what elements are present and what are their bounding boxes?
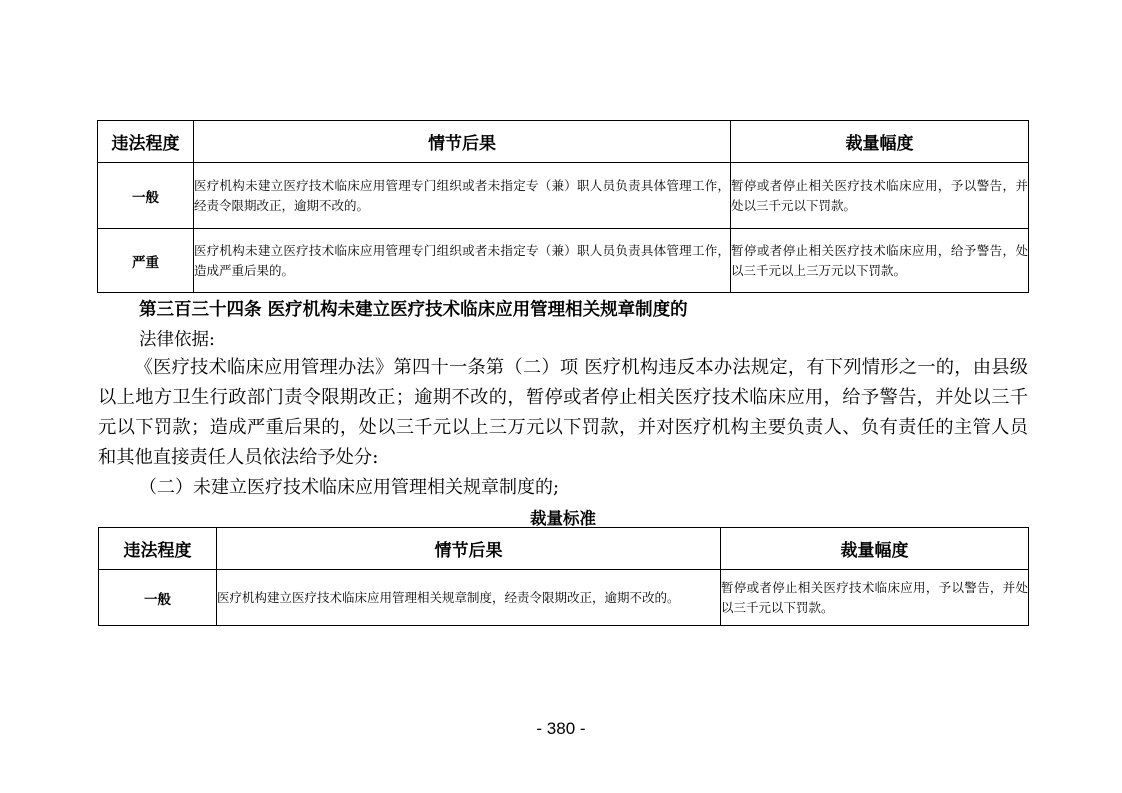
penalty-text: 暂停或者停止相关医疗技术临床应用，给予警告，处以三千元以上三万元以下罚款。 (731, 229, 1029, 293)
header-violation-degree: 违法程度 (99, 528, 217, 570)
discretion-standard-table (98, 527, 1029, 626)
penalty-text: 暂停或者停止相关医疗技术临床应用，予以警告，并处以三千元以下罚款。 (721, 570, 1029, 626)
circumstance-text: 医疗机构建立医疗技术临床应用管理相关规章制度，经责令限期改正，逾期不改的。 (217, 570, 721, 626)
header-violation-degree: 违法程度 (98, 121, 194, 163)
violation-degree: 一般 (99, 570, 217, 626)
header-circumstance: 情节后果 (217, 528, 721, 570)
discretion-table-continued (97, 120, 1029, 293)
violation-degree: 一般 (98, 163, 194, 229)
table-header-row (99, 528, 1029, 570)
header-penalty-range: 裁量幅度 (731, 121, 1029, 163)
page-number: - 380 - (536, 719, 586, 738)
header-penalty-range: 裁量幅度 (721, 528, 1029, 570)
article-title: 第三百三十四条 医疗机构未建立医疗技术临床应用管理相关规章制度的 (139, 300, 688, 320)
table-caption: 裁量标准 (530, 509, 596, 528)
legal-basis-label: 法律依据: (139, 330, 215, 350)
penalty-text: 暂停或者停止相关医疗技术临床应用，予以警告，并处以三千元以下罚款。 (731, 163, 1029, 229)
violation-degree: 严重 (98, 229, 194, 293)
circumstance-text: 医疗机构未建立医疗技术临床应用管理专门组织或者未指定专（兼）职人员负责具体管理工作，造成严重后果的。 (194, 229, 731, 293)
table-header-row (98, 121, 1029, 163)
legal-basis-text: 《医疗技术临床应用管理办法》第四十一条第（二）项 医疗机构违反本办法规定，有下列情形之一的，由县级以上地方卫生行政部门责令限期改正；逾期不改的，暂停或者停止相关医疗技术临床应用，给予警告，并处以三千元以下罚款；造成严重后果的，处以三千元以上三万元以下罚款，并对医疗机构主要负责人、负有责任的主管人员和其他直接责任人员依法给予处分: (98, 357, 1028, 468)
legal-sub-item: （二）未建立医疗技术临床应用管理相关规章制度的; (139, 477, 560, 498)
header-circumstance: 情节后果 (194, 121, 731, 163)
table-row (98, 163, 1029, 229)
table-row (99, 570, 1029, 626)
circumstance-text: 医疗机构未建立医疗技术临床应用管理专门组织或者未指定专（兼）职人员负责具体管理工作，经责令限期改正，逾期不改的。 (194, 163, 731, 229)
table-row (98, 229, 1029, 293)
